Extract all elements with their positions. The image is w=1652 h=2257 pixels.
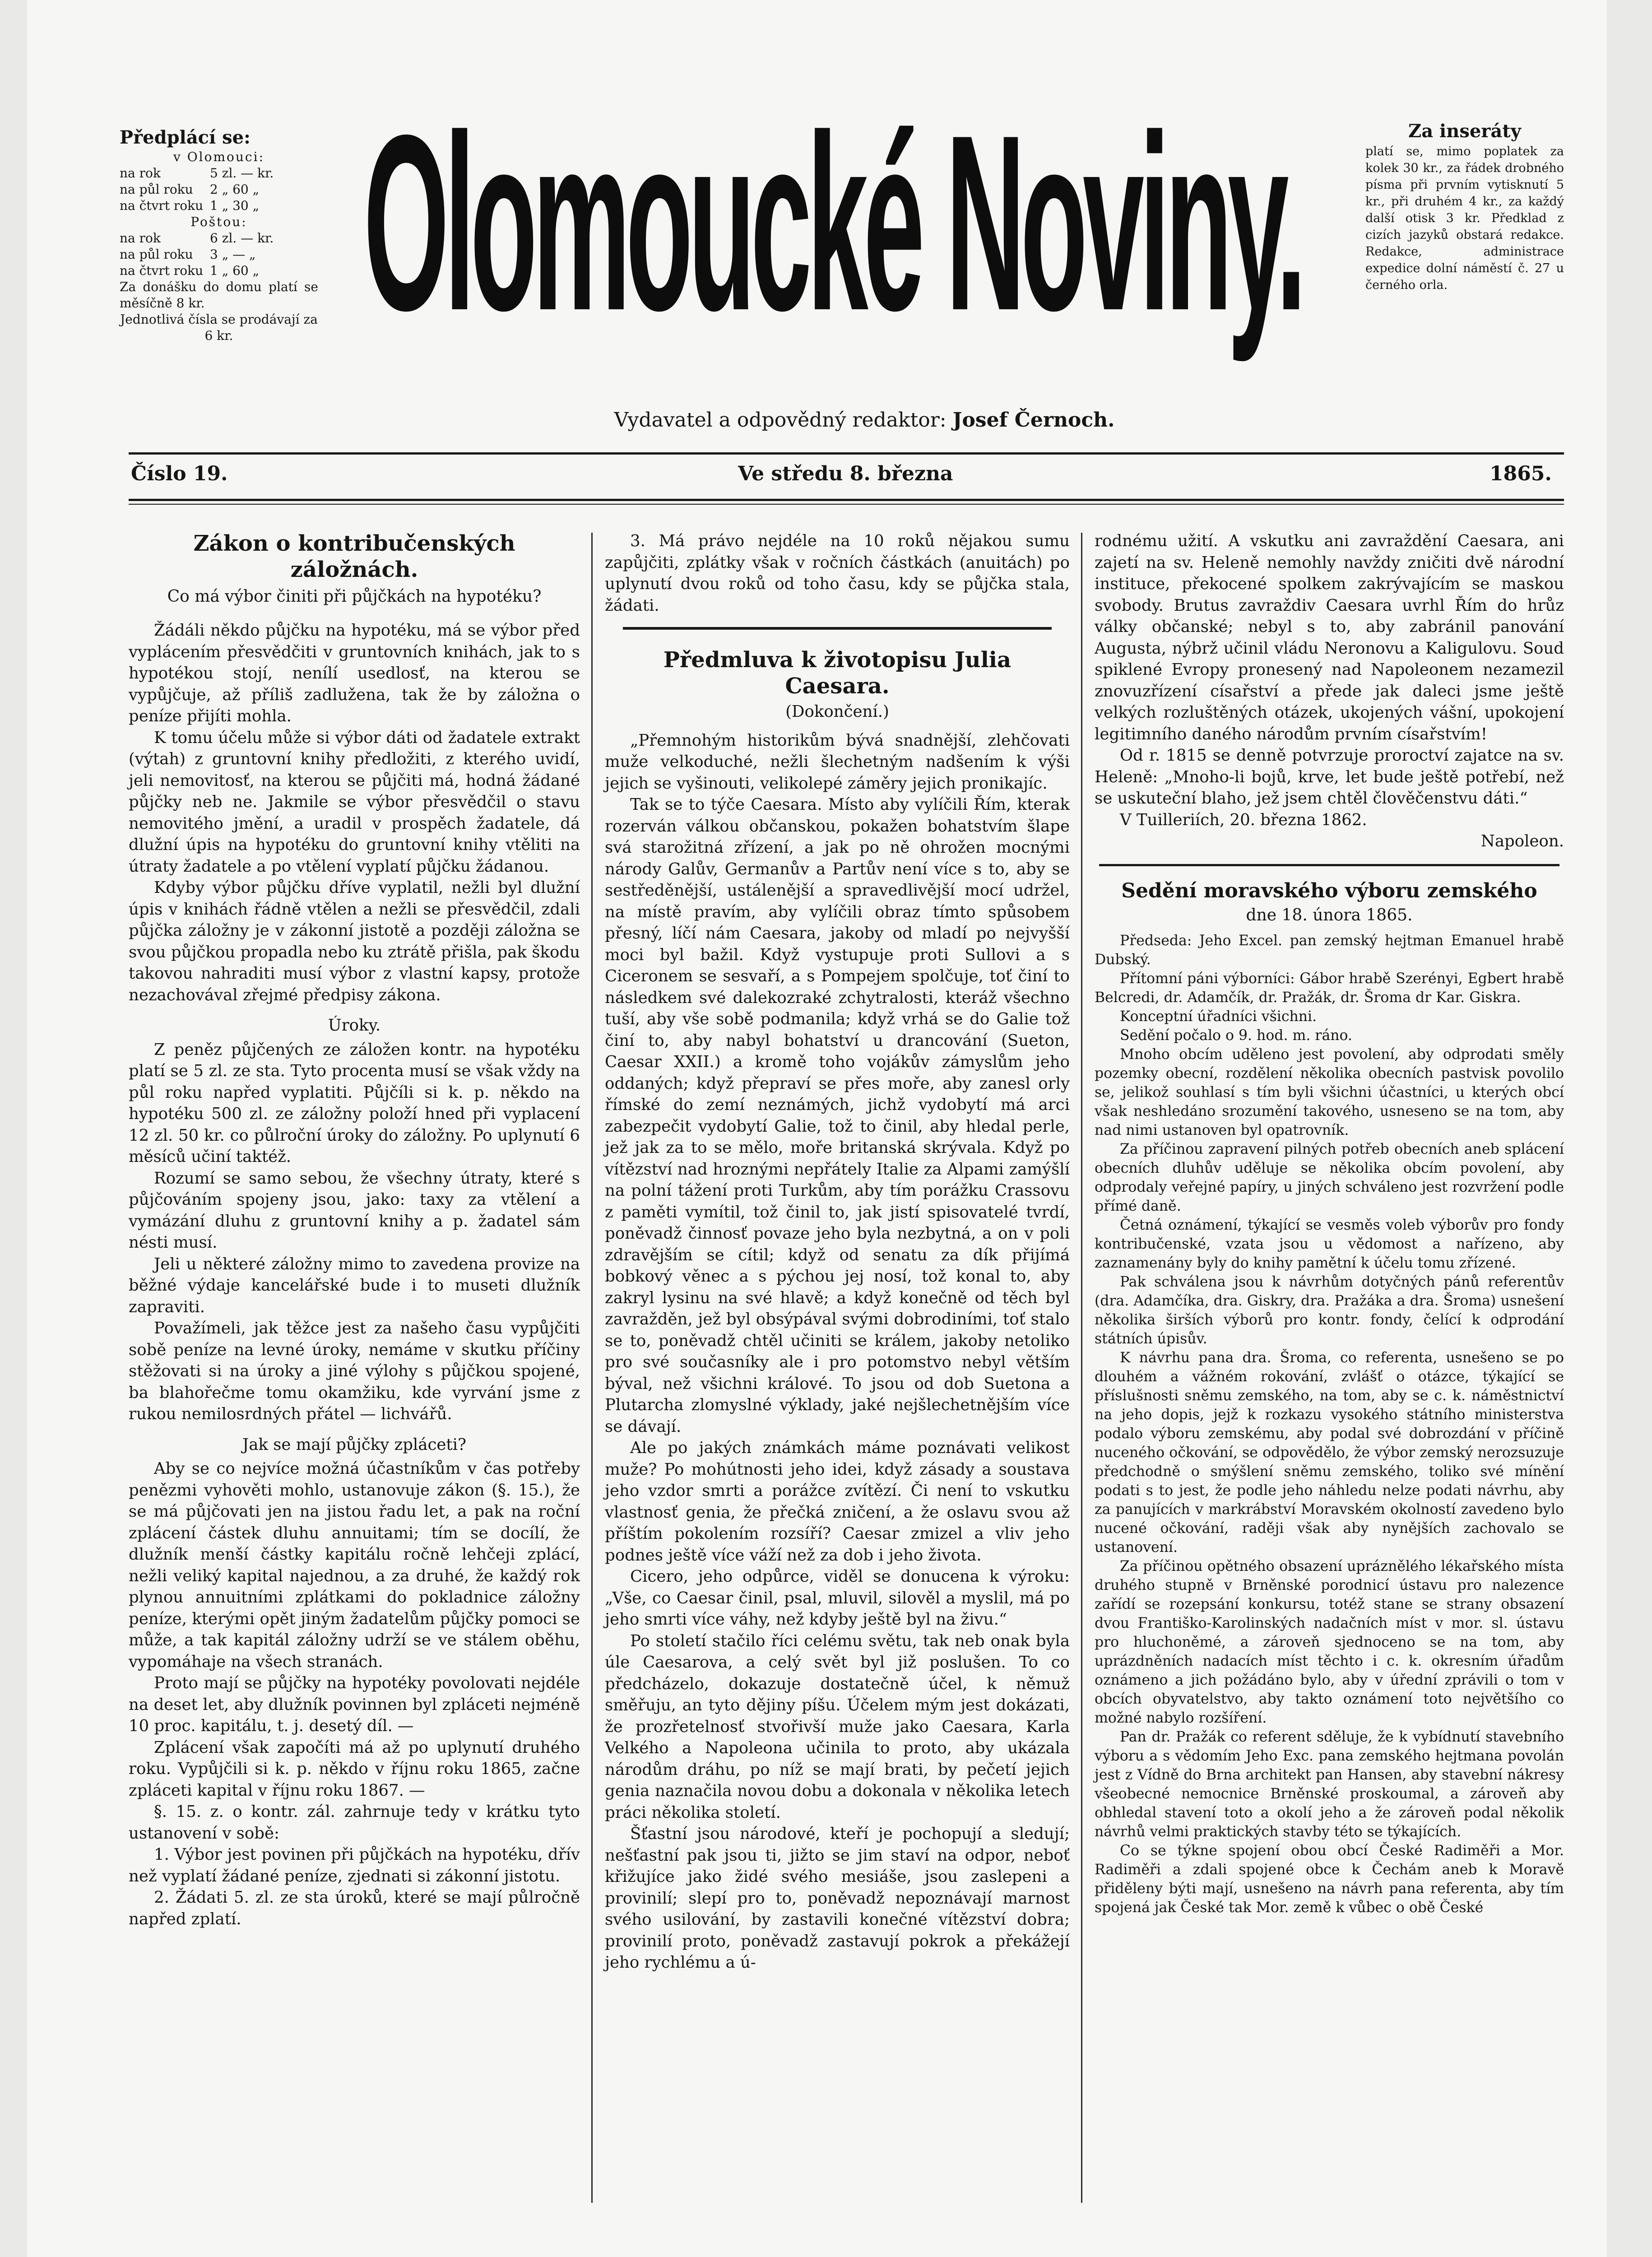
minutes-item: Pak schválena jsou k návrhům dotyčných pánů referentův (dra. Adamčíka, dra. Giskry, dra. Pražáka a dra. Šroma) usnešení několika širších výborů pro kontr. fondy, čelící k odprodání státních úpisův. — [1095, 1273, 1564, 1347]
paragraph: V Tuilleriích, 20. března 1862. — [1120, 810, 1367, 829]
post-prices — [120, 230, 318, 279]
paragraph: Kdyby výbor půjčku dříve vyplatil, nežli byl dlužní úpis v knihách řádně vtělen a nežli se přesvědčil, zdali půjčka záložny je v zákonní jistotě a později záložna se svou půjčkou propadla nebo ku ztrátě přišla, pak škodu takovou nahraditi musí výbor z vlastní kapsy, protože nezachovával zřejmé předpisy zákona. — [129, 878, 580, 1004]
newspaper-title: Olomoucké Noviny. — [363, 83, 1302, 363]
price-value: 6 zl. — kr. — [210, 231, 274, 246]
subheading-interest: Úroky. — [328, 1016, 381, 1035]
article-title-committee: Sedění moravského výboru zemského — [1121, 879, 1537, 902]
subscription-heading: Předplácí se: — [120, 127, 251, 148]
minutes-item: Za příčinou zapravení pilných potřeb obecních aneb splácení obecních dluhův uděluje se několika obcím povolení, aby odprodaly veřejné papíry, u jiných schváleno jest rozvržení podle přímé daně. — [1095, 1141, 1564, 1214]
minutes-item: Konceptní úřadníci všichni. — [1120, 1008, 1317, 1025]
paragraph: Jeli u některé záložny mimo to zavedena provize na běžné výdaje kancelářské bude i to museti dlužník zapraviti. — [129, 1254, 580, 1316]
price-period: na čtvrt roku — [120, 198, 204, 213]
article-question: Co má výbor činiti při půjčkách na hypotéku? — [167, 587, 542, 606]
price-row — [120, 165, 318, 181]
subscription-box — [120, 126, 318, 344]
newspaper-page — [27, 0, 1607, 2257]
publisher-line — [560, 409, 1169, 432]
minutes-item: Mnoho obcím uděleno jest povolení, aby odprodati směly pozemky obecní, rozdělení několika obecních pastvisk povolilo se, jelikož souhlasí s tím byli všichni účastníci, u kterých obcí však neshledáno srozumění takového, usneseno se na tom, aby nad nimi ustanoven byl opatrovník. — [1095, 1046, 1564, 1138]
paragraph: „Přemnohým historikům bývá snadnější, zlehčovati muže velkoduché, nežli šlechetným nadšením k výši jejich se vyšinouti, velikolepé záměry jejich pronikajíc. — [605, 731, 1070, 793]
column-1 — [129, 530, 580, 1930]
article-separator — [623, 627, 1052, 630]
masthead — [307, 83, 1359, 363]
paragraph: 3. Má právo nejdéle na 10 roků nějakou sumu zapůjčiti, zplátky však v ročních částkách (anuitách) po uplynutí dvou roků od toho času, kdy se půjčka stala, žádati. — [605, 532, 1070, 615]
paragraph: §. 15. z. o kontr. zál. zahrnuje tedy v krátku tyto ustanovení v sobě: — [129, 1802, 580, 1843]
price-period: na půl roku — [120, 247, 193, 262]
session-minutes — [1095, 931, 1564, 1917]
price-value: 1 „ 60 „ — [210, 263, 260, 278]
paragraph: Šťastní jsou národové, kteří je pochopují a sledují; nešťastní pak jsou ti, jižto se jim staví na odpor, neboť křižujíce jako židé svého mesiáše, jsou zaslepeni a provinilí; slepí pro to, poněvadž nepoznávají marnost svého usilování, by zastavili konečné vítězství dobra; provinilí proto, poněvadž zastavují pokrok a překážejí jeho rychlému a ú- — [605, 1825, 1070, 1972]
paragraph: Od r. 1815 se denně potvrzuje proroctví zajatce na sv. Heleně: „Mnoho-li bojů, krve, let bude ještě potřebí, než se uskuteční blaho, jež jsem chtěl člověčenstvu dáti.“ — [1095, 746, 1564, 808]
publisher-label: Vydavatel a odpovědný redaktor: — [614, 409, 947, 432]
article-separator — [1099, 864, 1559, 866]
minutes-item: Přítomní páni výborníci: Gábor hrabě Szerényi, Egbert hrabě Belcredi, dr. Adamčík, dr. Pražák, dr. Šroma dr Kar. Giskra. — [1095, 970, 1564, 1006]
paragraph: K tomu účelu může si výbor dáti od žadatele extrakt (výtah) z gruntovní knihy předložiti, z kterého uvidí, jeli nemovitosť, na kterou se půjčiti má, hodná žádané půjčky neb ne. Jakmile se výbor přesvědčil o stavu nemovitého jmění, a uradil v prospěch žadatele, dá dlužní úpis na hypotéku do gruntovní knihy vtěliti na útraty žadatele a po vtělení vyplatí půjčku žádanou. — [129, 728, 580, 876]
subheading-repayment: Jak se mají půjčky zpláceti? — [242, 1435, 466, 1454]
article-title-caesar: Předmluva k životopisu Julia Caesara. — [663, 647, 1012, 699]
paragraph: rodnému užití. A vskutku ani zavraždění Caesara, ani zajetí na sv. Heleně nemohly navždy zničiti dvě národní instituce, překocené spolkem zakrývajícím se maskou svobody. Brutus zavraždiv Caesara uvrhl Řím do hrůz války občanské; nebyl s to, aby zabránil panování Augusta, nýbrž učinil vládu Neronovu a Kaligulovu. Soud spiklené Evropy pronesený nad Napoleonem nezamezil znovuzřízení císařství a přede jak daleci jsme ještě velkých rozluštěných otázek, ukojených vášní, upokojení legitimního daného národům prvním císařstvím! — [1095, 532, 1564, 743]
column-3 — [1095, 530, 1564, 1917]
bottom-rule-thin — [129, 504, 1564, 505]
olomouc-label: v Olomouci: — [173, 149, 265, 164]
paragraph: Zplácení však započíti má až po uplynutí druhého roku. Vypůjčili si k. p. někdo v říjnu roku 1865, začne zpláceti kapital v říjnu roku 1867. — — [129, 1738, 580, 1800]
issue-bar — [131, 460, 1562, 488]
delivery-note: Za donášku do domu platí se měsíčně 8 kr. — [120, 279, 318, 311]
price-value: 2 „ 60 „ — [210, 182, 260, 197]
paragraph: Cicero, jeho odpůrce, viděl se donucena k výroku: „Vše, co Caesar činil, psal, mluvil, silověl a myslil, má po jeho smrti více váhy, než kdyby ještě byl na živu.“ — [605, 1567, 1070, 1629]
paragraph: Žádáli někdo půjčku na hypotéku, má se výbor před vyplácením přesvědčiti v gruntovních knihách, jak to s hypotékou stojí, nenílí usedlosť, na kterou se vypůjčuje, až příliš zadlužena, tak že by záložna o peníze přijíti mohla. — [129, 621, 580, 725]
top-rule — [129, 452, 1564, 455]
continuation-note: (Dokončení.) — [785, 702, 889, 721]
paragraph: Ale po jakých známkách máme poznávati velikost muže? Po mohútnosti jeho idei, když zásady a soustava jeho vzdor smrti a porážce zvítězí. Či není to vskutku vlastnosť genia, že přečká zničení, a že oslavu svou až příštím pokolením rozsíří? Caesar zmizel a vliv jeho podnes ještě více váží než za dob i jeho života. — [605, 1439, 1070, 1565]
paragraph: Aby se co nejvíce možná účastníkům v čas potřeby penězmi vyhověti mohlo, ustanovuje zákon (§. 15.), že se má půjčovati jen na jistou řadu let, a pak na roční zplácení částek dluhu annuitami; tím se docílí, že dlužník menší částky kapitálu ročně lehčeji zplácí, nežli veliký kapital najednou, a za druhé, že každý rok plynou annuitními zplátkami do pokladnice záložny peníze, kterými opět jiným žadatelům půjčky pomoci se může, a tak kapitál záložny udrží se ve stálem oběhu, vypomáhaje na všech stranách. — [129, 1459, 580, 1671]
single-copy-note: Jednotlivá čísla se prodávají za 6 kr. — [120, 312, 318, 343]
minutes-item: Co se týkne spojení obou obcí České Radiměři a Mor. Radiměři a zdali spojené obce k Čechám aneb k Moravě přiděleny býti mají, usnešeno na návrh pana referenta, aby tím spojená jak České tak Mor. země k vůbec o obě České — [1095, 1842, 1564, 1916]
price-value: 3 „ — „ — [210, 247, 256, 262]
price-value: 5 zl. — kr. — [210, 166, 274, 181]
paragraph: 2. Žádati 5. zl. ze sta úroků, které se mají půlročně napřed zplatí. — [129, 1888, 580, 1928]
signature: Napoleon. — [1480, 832, 1564, 850]
ads-heading: Za inseráty — [1408, 121, 1521, 142]
minutes-item: Četná oznámení, týkající se vesměs voleb výborův pro fondy kontribučenské, vzata jsou u vědomost a nařízeno, aby zaznamenány byly do knihy pamětní k účelu tomu zřízené. — [1095, 1217, 1564, 1271]
price-row — [120, 230, 318, 246]
column-divider — [1081, 533, 1082, 2203]
editor-name: Josef Černoch. — [952, 409, 1115, 432]
post-label: Poštou: — [190, 214, 247, 229]
minutes-item: Předseda: Jeho Excel. pan zemský hejtman Emanuel hrabě Dubský. — [1095, 932, 1564, 968]
price-period: na rok — [120, 166, 161, 181]
minutes-item: Za příčinou opětného obsazení upráznělého lékařského místa druhého stupně v Brněnské porodnicí ústavu pro nalezence zařídí se rozepsání konkursu, totéž stane se strany obsazení dvou Františko-Karolinských nadačních míst v mor. sl. ústavu pro hluchoněmé, a zároveň sjednoceno se na tom, aby uprázdněních nadacích míst těchto i c. k. okresním úřadům oznámeno a jich požádáno bylo, aby v úřední zprávili o tom v obcích obyvatelstvo, aby takto oznámení toto největšího co možné nabylo rozšíření. — [1095, 1558, 1564, 1726]
article-title-contribution-law: Zákon o kontribučenských záložnách. — [193, 531, 515, 582]
session-date: dne 18. února 1865. — [1246, 906, 1413, 924]
ads-text: platí se, mimo poplatek za kolek 30 kr., za řádek drobného písma při prvním vytisknutí 5 kr., při druhém 4 kr., za každý další otisk 3 kr. Předklad z cizích jazyků obstará redakce. Redakce, administrace expedice dolní náměstí č. 27 u černého orla. — [1365, 144, 1564, 292]
price-period: na rok — [120, 231, 161, 246]
minutes-item: Sedění počalo o 9. hod. m. ráno. — [1120, 1027, 1352, 1044]
issue-date: Ve středu 8. března — [738, 462, 953, 485]
paragraph: Proto mají se půjčky na hypotéky povolovati nejdéle na deset let, aby dlužník povinnen byl zpláceti nejméně 10 proc. kapitálu, t. j. desetý díl. — — [129, 1674, 580, 1735]
paragraph: Tak se to týče Caesara. Místo aby vylíčili Řím, kterak rozerván válkou občanskou, pokažen bohatstvím šlape svá starožitná zřízení, a jak po ně ohrožen mocnými národy Galův, Germanův a Partův není více s to, aby se sestředěnější, ustálenější a spravedlivější mocí udržel, na místě pravím, aby vylíčili obraz tímto spůsobem přesný, líčí nám Caesara, jakoby od mladí po nejvyšší moci byl bažil. Když vystupuje proti Sullovi a s Ciceronem se sesvaří, a s Pompejem spolčuje, toť činí to následkem své dalekozraké zchytralosti, kteráž všechno tuší, aby vše sobě podmanila; když vrhá se do Galie tož činí to, aby nabyl bohatství u drancování (Sueton, Caesar XXII.) a kromě toho vojákův zámyslům jeho oddaných; když přepraví se přes moře, aby zanesl orly římské do zemí neznámých, jichž vydobytí má arci zabezpečit vydobytí Galie, tož to činil, aby hledal perle, jež jak za to se mělo, moře britanská skrývala. Když po vítězství nad hroznými nepřátely Italie za Alpami zamýšlí na polní tážení proti Turkům, aby tím porážku Crassovu z paměti vymítil, tož činil to, jak jistí spisovatelé tvrdí, poněvadž činnosť povaze jeho byla nezbytná, a on v poli zdravějším se cítil; když od senatu za dík přijímá bobkový věnec a s pýchou jej nosí, tož konal to, aby zakryl lysinu na své hlavě; a když konečně od těch byl zavražděn, jež byl obsýpával svými dobrodiními, toť stalo se to, poněvadž chtěl učiniti se králem, jakoby netoliko pro své současníky ale i pro potomstvo nebyl větším býval, než všichni králové. To jsou od dob Suetona a Plutarcha zlomyslné výklady, jaké nejšlechetnějším více se dávají. — [605, 795, 1070, 1436]
price-period: na půl roku — [120, 182, 193, 197]
olomouc-prices — [120, 165, 318, 214]
paragraph: Po století stačilo říci celému světu, tak neb onak byla úle Caesarova, a celý svět byl již poslušen. To co předcházelo, dokazuje dostatečně účel, k němuž směřuju, an tyto dějiny píšu. Účelem mým jest dokázati, že prozřetelnosť stvořivší muže jako Caesara, Karla Velkého a Napoleona učinila to proto, aby ukázala národům dráhu, po níž se mají brati, by pečetí jejich genia naznačila novou dobu a dokonala v několika letech práci několika století. — [605, 1631, 1070, 1822]
price-value: 1 „ 30 „ — [210, 198, 260, 213]
paragraph: 1. Výbor jest povinen při půjčkách na hypotéku, dřív než vyplatí žádané peníze, zjednati si zákonní jistotu. — [129, 1845, 580, 1885]
price-period: na čtvrt roku — [120, 263, 204, 278]
minutes-item: K návrhu pana dra. Šroma, co referenta, usnešeno se po dlouhém a vážném rokování, zvlášť o otázce, týkající se příslušnosti sněmu zemského, na tom, aby se c. k. náměstnictví na jeho dopis, jejž k rozkazu vysokého státního ministerstva podalo výboru zemskému, aby podal své dobrozdání v příčině nuceného očkování, se odpovědělo, že výbor zemský nerozsuzuje předchodně o smýšlení sněmu zemského, toliko své mínění podati s to jest, že podle jeho náhledu nelze podati návrhu, aby za panujících v markrábství Moravském okolností zavedeno bylo nucené očkování, raději však aby nynějších zachovalo se ustanovení. — [1095, 1349, 1564, 1556]
column-divider — [591, 533, 593, 2203]
price-row — [120, 263, 318, 279]
advertising-box — [1365, 120, 1564, 293]
column-2 — [605, 530, 1070, 1974]
price-row — [120, 246, 318, 263]
issue-number: Číslo 19. — [131, 462, 228, 485]
issue-year: 1865. — [1490, 462, 1552, 485]
minutes-item: Pan dr. Pražák co referent sděluje, že k vybídnutí stavebního výboru a s vědomím Jeho Exc. pana zemského hejtmana povolán jest z Vídně do Brna architekt pan Hansen, aby stavební nákresy všeobecné nemocnice Brněnské proskoumal, a zároveň aby obhledal stavení toto a okolí jeho a že zároveň podal několik návrhů velmi praktických stavby této se týkajících. — [1095, 1728, 1564, 1840]
paragraph: Z peněz půjčených ze záložen kontr. na hypotéku platí se 5 zl. ze sta. Tyto procenta musí se však vždy na půl roku napřed vyplatiti. Půjčíli si k. p. někdo na hypotéku 500 zl. ze záložny položí hned při vyplacení 12 zl. 50 kr. co půlroční úroky do záložny. Po uplynutí 6 měsíců učiní taktéž. — [129, 1040, 580, 1166]
paragraph: Rozumí se samo sebou, že všechny útraty, které s půjčováním spojeny jsou, jako: taxy za vtělení a vymázání dluhu z gruntovní knihy a p. žadatel sám nésti musí. — [129, 1169, 580, 1252]
bottom-rule — [129, 499, 1564, 501]
price-row — [120, 198, 318, 214]
paragraph: Považímeli, jak těžce jest za našeho času vypůjčiti sobě peníze na levné úroky, nemáme v skutku příčiny stěžovati si na úroky a jiné výlohy s půjčkou spojené, ba blahořečme tomu okamžiku, kde vyrvání jsme z rukou nemilosrdných přátel — lichvářů. — [129, 1319, 580, 1423]
price-row — [120, 181, 318, 198]
